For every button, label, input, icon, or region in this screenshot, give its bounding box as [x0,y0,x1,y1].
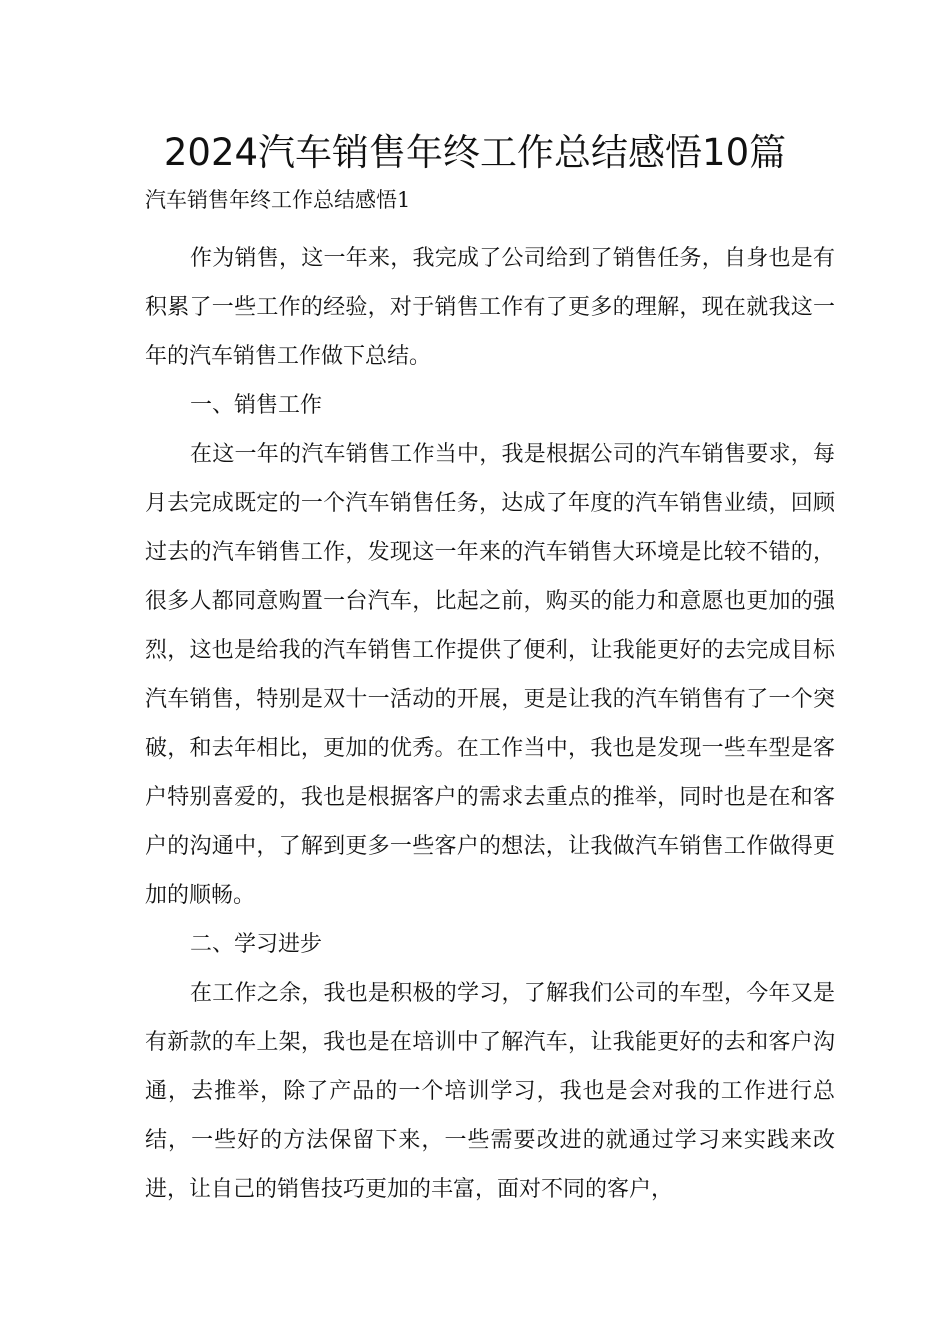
intro-paragraph: 作为销售，这一年来，我完成了公司给到了销售任务，自身也是有积累了一些工作的经验，对于销售工作有了更多的理解，现在就我这一年的汽车销售工作做下总结。 [145,246,835,369]
section-heading-learning-progress: 二、学习进步 [190,932,323,957]
document-title: 2024汽车销售年终工作总结感悟10篇 [163,131,787,174]
sales-work-paragraph: 在这一年的汽车销售工作当中，我是根据公司的汽车销售要求，每月去完成既定的一个汽车销售任务，达成了年度的汽车销售业绩，回顾过去的汽车销售工作，发现这一年来的汽车销售大环境是比较不错的，很多人都同意购置一台汽车，比起之前，购买的能力和意愿也更加的强烈，这也是给我的汽车销售工作提供了便利，让我能更好的去完成目标汽车销售，特别是双十一活动的开展，更是让我的汽车销售有了一个突破，和去年相比，更加的优秀。在工作当中，我也是发现一些车型是客户特别喜爱的，我也是根据客户的需求去重点的推举，同时也是在和客户的沟通中，了解到更多一些客户的想法，让我做汽车销售工作做得更加的顺畅。 [145,442,835,908]
learning-progress-paragraph: 在工作之余，我也是积极的学习，了解我们公司的车型，今年又是有新款的车上架，我也是在培训中了解汽车，让我能更好的去和客户沟通，去推举，除了产品的一个培训学习，我也是会对我的工作进行总结，一些好的方法保留下来，一些需要改进的就通过学习来实践来改进，让自己的销售技巧更加的丰富，面对不同的客户， [145,981,835,1202]
document-body [145,184,835,1214]
document-subtitle: 汽车销售年终工作总结感悟1 [145,188,411,212]
section-heading-sales-work: 一、销售工作 [190,393,323,418]
